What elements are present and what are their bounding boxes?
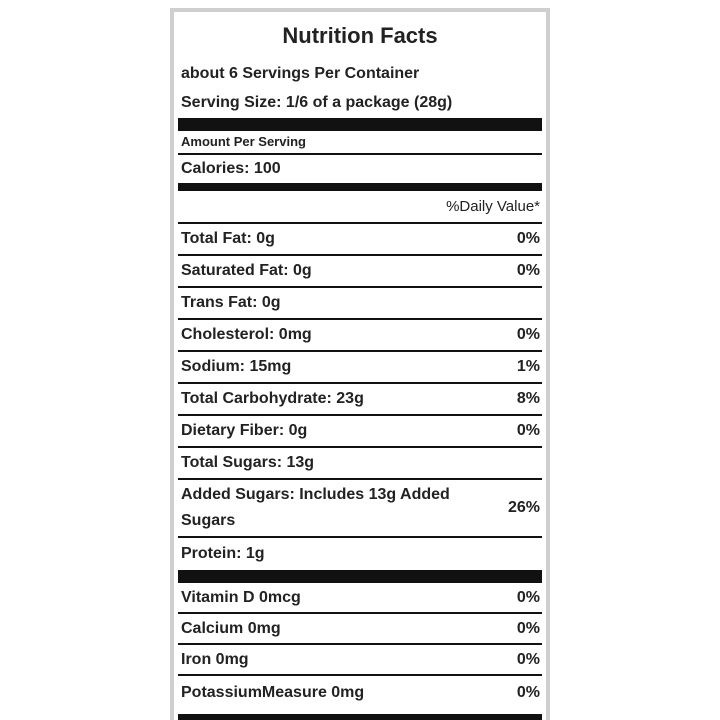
vitamin-name: Calcium 0mg [181, 619, 281, 637]
vitamin-row [178, 583, 542, 614]
nutrient-row [178, 256, 542, 288]
calories-row: Calories: 100 [181, 160, 281, 177]
nutrient-row [178, 416, 542, 448]
nutrient-name: Dietary Fiber: 0g [181, 422, 308, 439]
nutrient-dv: 0% [516, 262, 540, 279]
vitamin-row [178, 614, 542, 645]
nutrient-row [178, 320, 542, 352]
thick-divider [178, 570, 542, 583]
nutrient-row [178, 224, 542, 256]
nutrient-name: Cholesterol: 0mg [181, 326, 312, 343]
nutrient-name: Total Fat: 0g [181, 230, 275, 247]
medium-divider [178, 183, 542, 191]
nutrient-name: Trans Fat: 0g [181, 294, 281, 311]
vitamin-dv: 0% [516, 683, 540, 701]
nutrient-name: Added Sugars: Includes 13g Added Sugars [181, 486, 450, 529]
vitamin-name: Vitamin D 0mcg [181, 588, 301, 606]
label-title: Nutrition Facts [282, 23, 438, 48]
nutrient-dv: 1% [516, 358, 540, 375]
amount-per-serving: Amount Per Serving [178, 131, 542, 155]
nutrition-facts-label [170, 8, 550, 720]
vitamin-dv: 0% [516, 619, 540, 637]
nutrient-name: Saturated Fat: 0g [181, 262, 312, 279]
vitamin-row [178, 676, 542, 709]
nutrient-dv: 0% [516, 422, 540, 439]
nutrient-name: Protein: 1g [181, 545, 265, 562]
label-panel [178, 12, 542, 720]
nutrient-dv: 0% [516, 230, 540, 247]
serving-size: Serving Size: 1/6 of a package (28g) [181, 94, 453, 111]
nutrient-row [178, 384, 542, 416]
nutrient-name: Total Carbohydrate: 23g [181, 390, 364, 407]
daily-value-header: %Daily Value* [178, 191, 542, 224]
vitamin-name: PotassiumMeasure 0mg [181, 683, 365, 701]
vitamin-dv: 0% [516, 588, 540, 606]
bottom-divider [178, 714, 542, 720]
vitamin-name: Iron 0mg [181, 650, 249, 668]
nutrient-dv: 26% [507, 499, 540, 516]
nutrient-name: Total Sugars: 13g [181, 454, 315, 471]
nutrient-row [178, 448, 542, 480]
nutrient-row [178, 288, 542, 320]
nutrient-row [178, 538, 542, 570]
nutrient-row [178, 480, 542, 538]
servings-per-container: about 6 Servings Per Container [181, 65, 420, 82]
vitamin-dv: 0% [516, 650, 540, 668]
thick-divider [178, 118, 542, 131]
vitamin-row [178, 645, 542, 676]
nutrient-dv: 8% [516, 390, 540, 407]
nutrient-name: Sodium: 15mg [181, 358, 292, 375]
nutrient-row [178, 352, 542, 384]
nutrient-dv: 0% [516, 326, 540, 343]
